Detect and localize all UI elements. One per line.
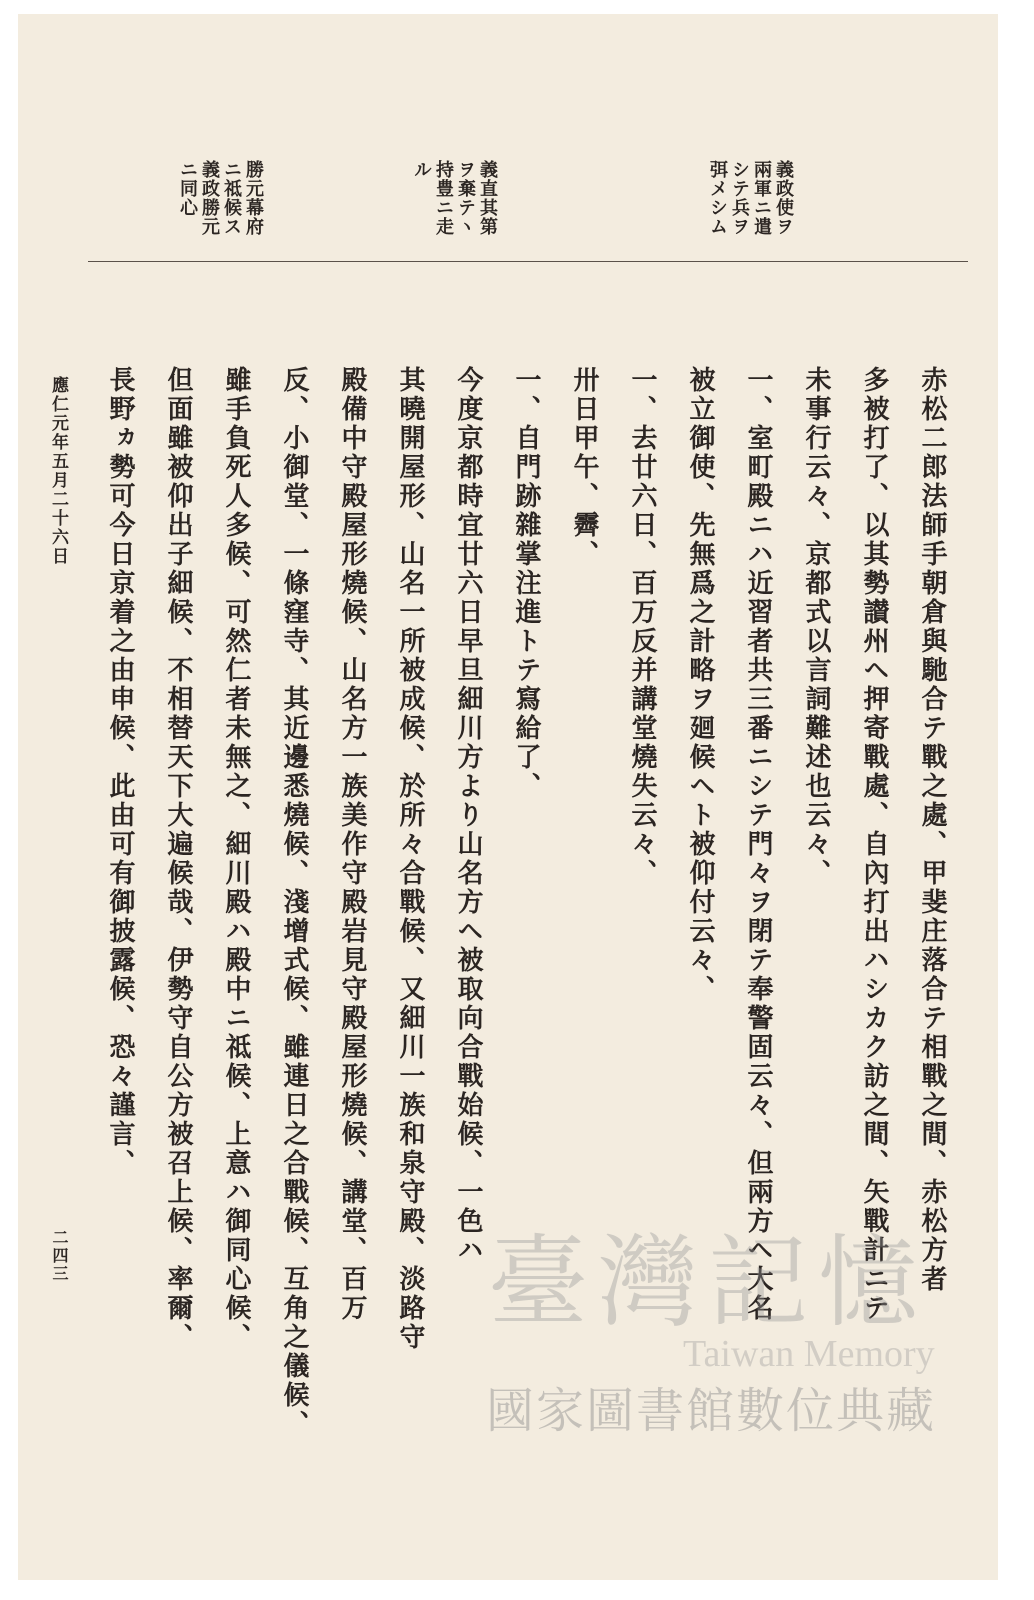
text-line: 長野ヵ勢可今日京着之由申候、此由可有御披露候、恐々謹言、 (105, 366, 135, 1178)
text-line: 但面雖被仰出子細候、不相替天下大遍候哉、伊勢守自公方被召上候、率爾、 (163, 366, 193, 1352)
footer-date: 應仁元年五月二十六日 (48, 376, 68, 566)
marginal-note-line: ル (411, 160, 432, 179)
text-line: 多被打了、以其勢讃州ヘ押寄戰處、自內打出ハシカク訪之間、矢戰計ニテ (859, 366, 889, 1323)
text-line: 今度京都時宜廿六日早旦細川方より山名方ヘ被取向合戰始候、一色ハ (453, 366, 483, 1265)
text-line: 被立御使、先無爲之計略ヲ廻候ヘト被仰付云々、 (685, 366, 715, 1004)
text-line: 雖手負死人多候、可然仁者未無之、細川殿ハ殿中ニ祗候、上意ハ御同心候、 (221, 366, 251, 1352)
text-line: 赤松二郎法師手朝倉與馳合テ戰之處、甲斐庄落合テ相戰之間、赤松方者 (917, 366, 947, 1294)
marginal-note-line: 持豊ニ走 (433, 160, 454, 236)
text-line: 一、室町殿ニハ近習者共三番ニシテ門々ヲ閉テ奉警固云々、但兩方ヘ大名 (743, 366, 773, 1323)
marginal-note-line: ニ祗候ス (221, 160, 242, 236)
page-number: 二四三 (50, 1229, 69, 1283)
text-line: 反、小御堂、一條窪寺、其近邊悉燒候、淺增式候、雖連日之合戰候、互角之儀候、 (279, 366, 309, 1439)
marginal-note-line: 義政勝元 (199, 160, 220, 236)
marginal-note-line: 義直其第 (477, 160, 498, 236)
text-line: 卅日甲午、霽、 (569, 366, 599, 569)
text-line: 未事行云々、京都式以言詞難述也云々、 (801, 366, 831, 888)
marginal-note-line: 義政使ヲ (773, 160, 794, 236)
header-divider (88, 261, 968, 262)
text-line: 其曉開屋形、山名一所被成候、於所々合戰候、又細川一族和泉守殿、淡路守 (395, 366, 425, 1352)
text-line: 一、去廿六日、百万反并講堂燒失云々、 (627, 366, 657, 888)
marginal-note-line: シテ兵ヲ (729, 160, 750, 236)
marginal-note-line: 勝元幕府 (243, 160, 264, 236)
marginal-note-line: 兩軍ニ遣 (751, 160, 772, 236)
marginal-note-line: ニ同心 (177, 160, 198, 217)
watermark-latin: Taiwan Memory (683, 1333, 935, 1375)
text-line: 一、自門跡雜掌注進トテ寫給了、 (511, 366, 541, 801)
marginal-note-line: 弭メシム (707, 160, 728, 236)
watermark-subtitle: 國家圖書館數位典藏 (486, 1383, 937, 1439)
text-line: 殿備中守殿屋形燒候、山名方一族美作守殿岩見守殿屋形燒候、講堂、百万 (337, 366, 367, 1323)
watermark-logo (468, 1202, 968, 1439)
marginal-note-line: ヲ棄テヽ (455, 160, 476, 236)
watermark-title: 臺灣記憶 (488, 1224, 928, 1341)
book-page (18, 14, 998, 1580)
